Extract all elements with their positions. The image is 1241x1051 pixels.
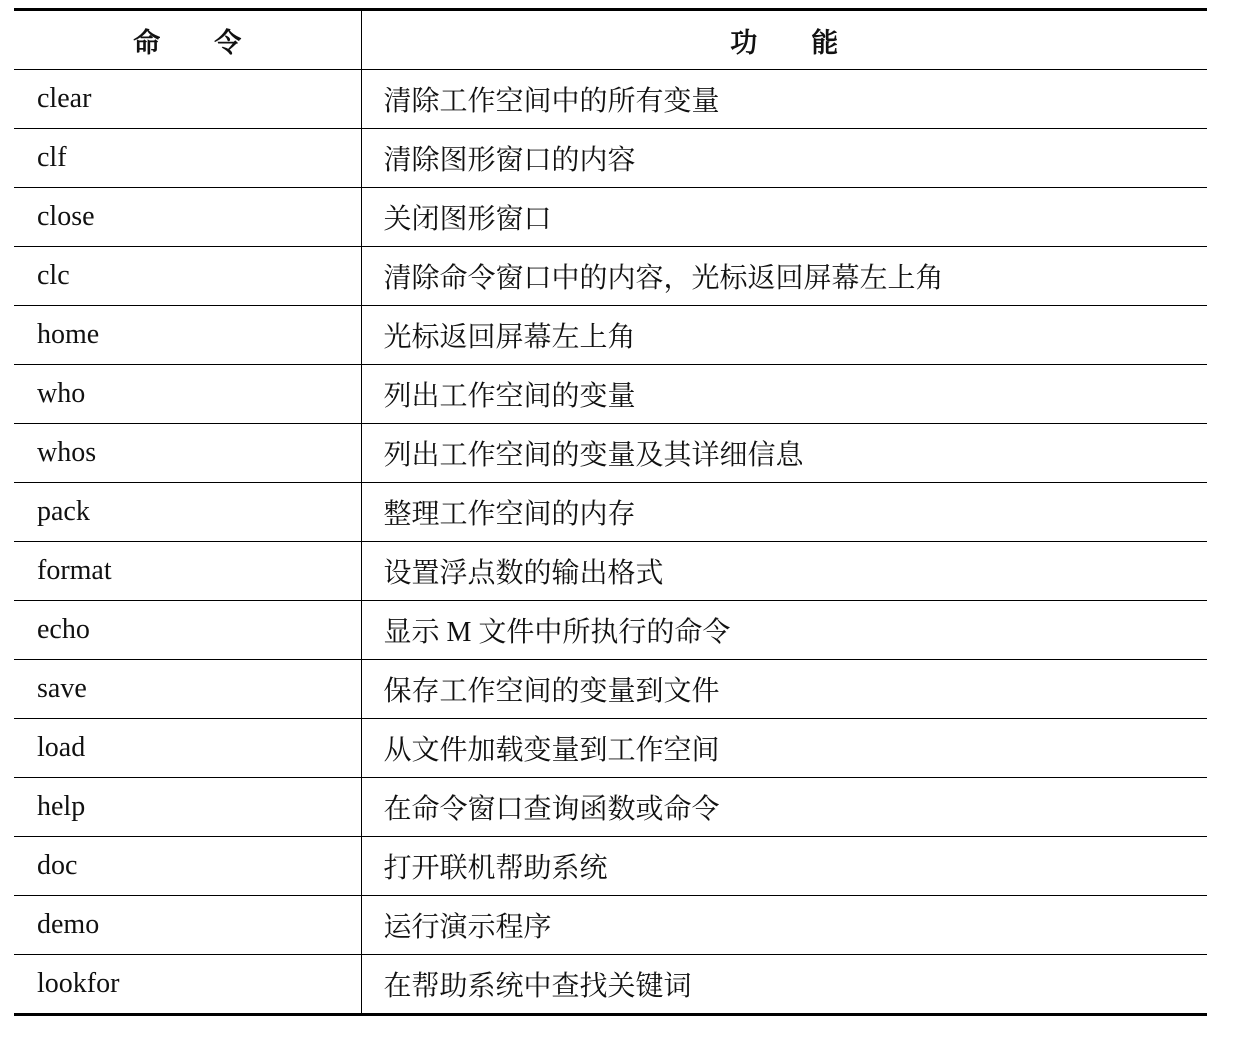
table-row [14,306,1207,365]
table-row [14,70,1207,129]
function-cell: 显示 M 文件中所执行的命令 [383,617,731,648]
table-row [14,129,1207,188]
command-cell: pack [14,483,361,542]
table-row [14,660,1207,719]
command-cell: who [14,365,361,424]
function-cell: 整理工作空间的内存 [383,499,636,530]
table-row [14,601,1207,660]
function-cell: 光标返回屏幕左上角 [383,322,636,353]
function-cell: 从文件加载变量到工作空间 [383,735,720,766]
table-body [14,70,1207,1015]
header-row [14,10,1207,70]
command-cell: help [14,778,361,837]
table-row [14,955,1207,1015]
command-cell: whos [14,424,361,483]
command-cell: demo [14,896,361,955]
table-row [14,247,1207,306]
function-cell: 关闭图形窗口 [383,204,552,235]
function-cell: 设置浮点数的输出格式 [383,558,664,589]
command-cell: close [14,188,361,247]
command-cell: load [14,719,361,778]
command-cell: clf [14,129,361,188]
command-cell: home [14,306,361,365]
function-cell: 清除命令窗口中的内容，光标返回屏幕左上角 [383,263,944,294]
function-cell: 在帮助系统中查找关键词 [383,971,692,1002]
table-row [14,483,1207,542]
function-cell: 运行演示程序 [383,912,552,943]
command-cell: echo [14,601,361,660]
function-cell: 在命令窗口查询函数或命令 [383,794,720,825]
command-table-container [14,8,1207,1016]
table-row [14,188,1207,247]
table-row [14,542,1207,601]
header-function: 功 能 [730,27,839,59]
command-cell: clear [14,70,361,129]
table-header [14,10,1207,70]
function-cell: 列出工作空间的变量及其详细信息 [383,440,804,471]
command-cell: format [14,542,361,601]
function-cell: 保存工作空间的变量到文件 [383,676,720,707]
table-row [14,424,1207,483]
function-cell: 打开联机帮助系统 [383,853,608,884]
command-table [14,8,1207,1016]
table-row [14,896,1207,955]
command-cell: save [14,660,361,719]
command-cell: lookfor [14,955,361,1015]
table-row [14,837,1207,896]
header-command: 命 令 [14,10,361,70]
table-row [14,778,1207,837]
function-cell: 清除图形窗口的内容 [383,145,636,176]
table-row [14,365,1207,424]
function-cell: 列出工作空间的变量 [383,381,636,412]
table-row [14,719,1207,778]
command-cell: doc [14,837,361,896]
command-cell: clc [14,247,361,306]
function-cell: 清除工作空间中的所有变量 [383,86,720,117]
